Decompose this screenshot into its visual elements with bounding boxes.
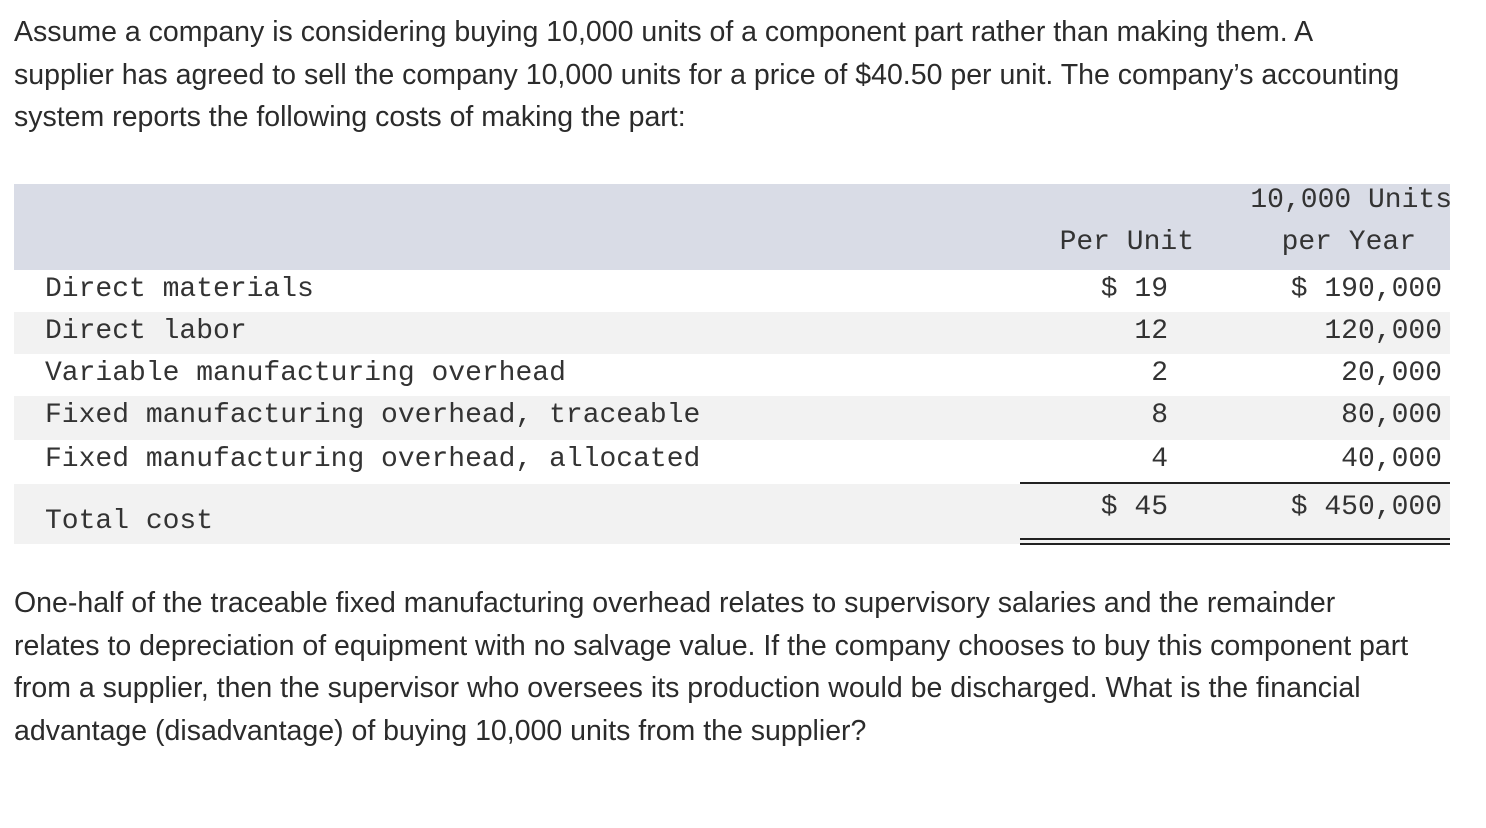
row-per-unit: 8	[1151, 400, 1168, 431]
row-total: 120,000	[1324, 316, 1442, 347]
row-per-unit: 2	[1151, 358, 1168, 389]
table-row	[14, 270, 1450, 312]
row-total: $ 190,000	[1290, 274, 1442, 305]
cost-table	[14, 184, 1450, 544]
row-label: Direct materials	[45, 274, 314, 305]
row-total: 40,000	[1341, 444, 1442, 475]
header-per-unit: Per Unit	[1059, 227, 1194, 258]
row-total: 20,000	[1341, 358, 1442, 389]
total-row	[14, 484, 1450, 544]
table-header	[14, 184, 1450, 270]
table-row	[14, 312, 1450, 354]
row-label: Fixed manufacturing overhead, allocated	[45, 444, 701, 475]
table-row	[14, 396, 1450, 440]
total-double-rule	[1020, 538, 1450, 545]
table-row	[14, 440, 1450, 484]
table-row	[14, 354, 1450, 396]
total-label: Total cost	[45, 506, 214, 537]
row-total: 80,000	[1341, 400, 1442, 431]
problem-intro-text: Assume a company is considering buying 10,000 units of a component part rather than making them. A supplier has agreed to sell the company 10,000 units for a price of $40.50 per unit. The company’s accounting system reports the following costs of making the part:	[14, 16, 1400, 133]
header-total-line2: per Year	[1281, 227, 1416, 258]
row-per-unit: 4	[1151, 444, 1168, 475]
row-per-unit: 12	[1134, 316, 1168, 347]
header-total-line1: 10,000 Units	[1250, 185, 1452, 216]
total-per-unit: $ 45	[1100, 492, 1168, 523]
row-label: Variable manufacturing overhead	[45, 358, 566, 389]
subtotal-rule	[1020, 482, 1450, 484]
row-per-unit: $ 19	[1100, 274, 1168, 305]
row-label: Direct labor	[45, 316, 247, 347]
row-label: Fixed manufacturing overhead, traceable	[45, 400, 701, 431]
question-text: One-half of the traceable fixed manufacturing overhead relates to supervisory salaries and the remainder relates to depreciation of equipment with no salvage value. If the company chooses to buy this component part from a supplier, then the supervisor who oversees its production would be discharged. What is the financial advantage (disadvantage) of buying 10,000 units from the supplier?	[14, 587, 1409, 747]
total-amount: $ 450,000	[1290, 492, 1442, 523]
